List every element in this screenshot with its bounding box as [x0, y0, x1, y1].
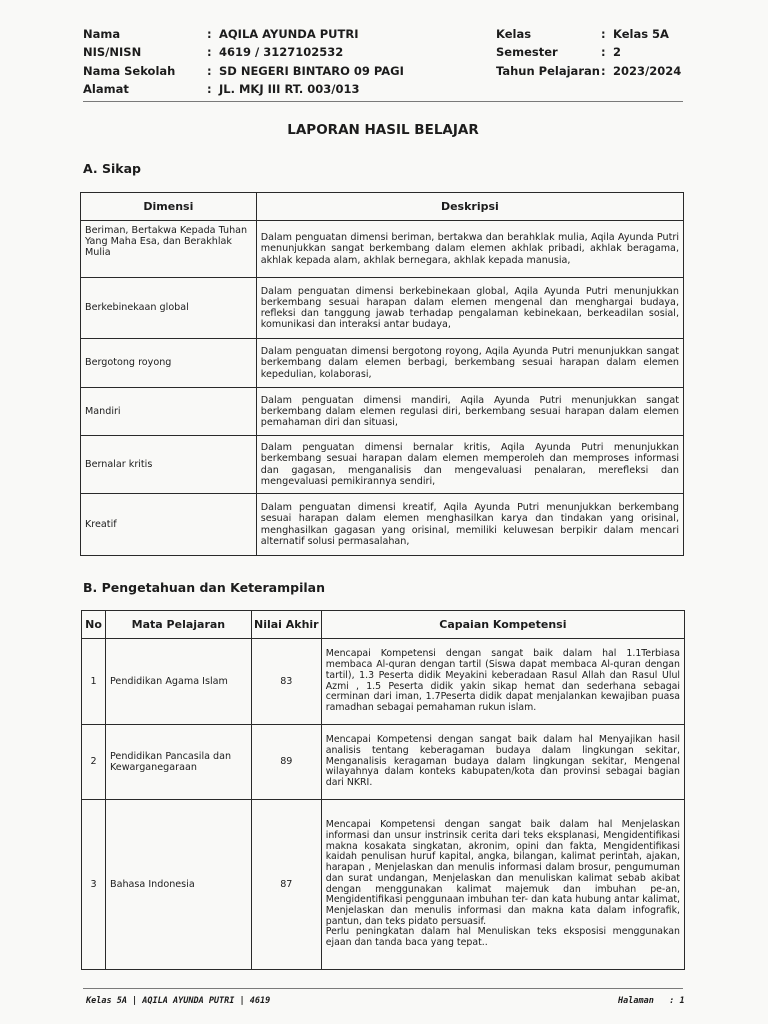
table-header-row [81, 193, 684, 221]
separator: : [601, 64, 606, 78]
deskripsi-cell: Dalam penguatan dimensi beriman, bertakwa dan berahklak mulia, Aqila Ayunda Putri menunjukkan sangat berkembang dalam elemen akhlak pribadi, akhlak beragama, akhlak kepada alam, akhlak bernegara, akhlak kepada manusia, [256, 221, 683, 278]
header-divider [83, 101, 683, 102]
label-tahun: Tahun Pelajaran [496, 64, 600, 78]
deskripsi-cell: Dalam penguatan dimensi bernalar kritis, Aqila Ayunda Putri menunjukkan berkembang sesuai harapan dalam elemen memperoleh dan memproses informasi dan gagasan, menganalisis dan mengevaluasi penalaran, merefleksi dan mengevaluasi pemikirannya sendiri, [256, 436, 683, 494]
deskripsi-cell: Dalam penguatan dimensi mandiri, Aqila Ayunda Putri menunjukkan sangat berkembang dalam elemen regulasi diri, berkembang sesuai harapan dalam elemen pemahaman diri dan situasi, [256, 388, 683, 436]
table-row [81, 339, 684, 388]
column-header-deskripsi: Deskripsi [256, 193, 683, 221]
dimensi-cell: Bernalar kritis [81, 436, 257, 494]
no-cell: 2 [82, 725, 106, 800]
no-cell: 1 [82, 639, 106, 725]
nilai-cell: 89 [251, 725, 321, 800]
no-cell: 3 [82, 800, 106, 970]
value-sekolah: SD NEGERI BINTARO 09 PAGI [219, 64, 404, 78]
footer-divider [83, 988, 683, 989]
sikap-table [80, 192, 684, 556]
value-kelas: Kelas 5A [613, 27, 669, 41]
label-alamat: Alamat [83, 82, 129, 96]
footer-page-number [618, 996, 685, 1006]
capaian-text: Mencapai Kompetensi dengan sangat baik dalam hal Menjelaskan informasi dan unsur instrinsik cerita dari teks eksplanasi, Mengidentifikasi makna kosakata singkatan, akronim, opini dan fakta, Mengidentifikasi kaidah penulisan huruf kapital, angka, bilangan, kalimat perintah, ajakan, harapan , Menjelaskan dan menulis informasi dalam brosur, pengumuman dan surat undangan, Menjelaskan dan menuliskan kalimat sebab akibat dengan menggunakan kalimat majemuk dan imbuhan pe-an, Mengidentifikasi penggunaan imbuhan ter- dan kata hubung antar kalimat, Menjelaskan dan menulis informasi dan makna kata dalam infografik, pantun, dan teks pidato persuasif. [325, 819, 680, 927]
label-semester: Semester [496, 45, 558, 59]
label-nis: NIS/NISN [83, 45, 142, 59]
table-row [81, 221, 684, 278]
separator: : [601, 27, 606, 41]
column-header-no: No [82, 611, 106, 639]
column-header-nilai: Nilai Akhir [251, 611, 321, 639]
column-header-mapel: Mata Pelajaran [105, 611, 251, 639]
separator: : [207, 64, 212, 78]
nilai-cell: 87 [251, 800, 321, 970]
value-semester: 2 [613, 45, 622, 59]
dimensi-cell: Mandiri [81, 388, 257, 436]
student-info-header [83, 26, 683, 98]
page-number: 1 [679, 996, 685, 1006]
table-row [81, 494, 684, 556]
label-sekolah: Nama Sekolah [83, 64, 176, 78]
deskripsi-cell: Dalam penguatan dimensi kreatif, Aqila Ayunda Putri menunjukkan berkembang sesuai harapan dalam elemen menghasilkan karya dan tindakan yang orisinal, menghasilkan gagasan yang orisinal, memiliki keluwesan berpikir dalam mencari alternatif solusi permasalahan, [256, 494, 683, 556]
table-row [82, 639, 685, 725]
separator: : [207, 82, 212, 96]
separator: : [207, 45, 212, 59]
capaian-cell [321, 800, 684, 970]
table-row [81, 388, 684, 436]
page-label: Halaman [618, 996, 654, 1006]
dimensi-cell: Kreatif [81, 494, 257, 556]
column-header-capaian: Capaian Kompetensi [321, 611, 684, 639]
dimensi-cell: Berkebinekaan global [81, 278, 257, 339]
separator: : [601, 45, 606, 59]
value-nis: 4619 / 3127102532 [219, 45, 344, 59]
table-row [81, 278, 684, 339]
label-kelas: Kelas [496, 27, 532, 41]
section-heading-pengetahuan: B. Pengetahuan dan Keterampilan [83, 580, 325, 595]
separator: : [207, 27, 212, 41]
value-nama: AQILA AYUNDA PUTRI [219, 27, 359, 41]
capaian-improvement-text: Perlu peningkatan dalam hal Menuliskan teks eksposisi menggunakan ejaan dan tanda baca yang tepat.. [325, 926, 680, 949]
dimensi-cell: Bergotong royong [81, 339, 257, 388]
table-row [82, 800, 685, 970]
page-separator: : [669, 996, 675, 1006]
value-tahun: 2023/2024 [613, 64, 682, 78]
capaian-cell: Mencapai Kompetensi dengan sangat baik dalam hal Menyajikan hasil analisis tentang keberagaman budaya dalam lingkungan sekitar, Menganalisis keragaman budaya dalam lingkungan sekitar, Mengenal wilayahnya dalam konteks kabupaten/kota dan provinsi sebagai bagian dari NKRI. [321, 725, 684, 800]
value-alamat: JL. MKJ III RT. 003/013 [219, 82, 360, 96]
mapel-cell: Bahasa Indonesia [105, 800, 251, 970]
nilai-table [81, 610, 685, 970]
report-title: LAPORAN HASIL BELAJAR [287, 122, 479, 138]
table-header-row [82, 611, 685, 639]
deskripsi-cell: Dalam penguatan dimensi bergotong royong, Aqila Ayunda Putri menunjukkan sangat berkembang dalam elemen berbagi, berkembang sesuai harapan dalam elemen kepedulian, kolaborasi, [256, 339, 683, 388]
mapel-cell: Pendidikan Agama Islam [105, 639, 251, 725]
capaian-cell: Mencapai Kompetensi dengan sangat baik dalam hal 1.1Terbiasa membaca Al-quran dengan tartil (Siswa dapat membaca Al-quran dengan tartil), 1.3 Peserta didik Meyakini keberadaan Rasul Allah dan Rasul Ulul Azmi , 1.5 Peserta didik yakin sikap hemat dan sederhana sebagai cerminan dari iman, 1.7Peserta didik dapat menjalankan kewajiban puasa ramadhan sebagai pemahaman rukun islam. [321, 639, 684, 725]
table-row [81, 436, 684, 494]
footer-student-info: Kelas 5A | AQILA AYUNDA PUTRI | 4619 [86, 996, 271, 1006]
section-heading-sikap: A. Sikap [83, 161, 141, 176]
dimensi-cell: Beriman, Bertakwa Kepada Tuhan Yang Maha Esa, dan Berakhlak Mulia [81, 221, 257, 278]
deskripsi-cell: Dalam penguatan dimensi berkebinekaan global, Aqila Ayunda Putri menunjukkan berkembang sesuai harapan dalam elemen mengenal dan menghargai budaya, refleksi dan tanggung jawab terhadap pengalaman kebinekaan, berkeadilan sosial, komunikasi dan interaksi antar budaya, [256, 278, 683, 339]
mapel-cell: Pendidikan Pancasila dan Kewarganegaraan [105, 725, 251, 800]
nilai-cell: 83 [251, 639, 321, 725]
column-header-dimensi: Dimensi [81, 193, 257, 221]
table-row [82, 725, 685, 800]
label-nama: Nama [83, 27, 121, 41]
